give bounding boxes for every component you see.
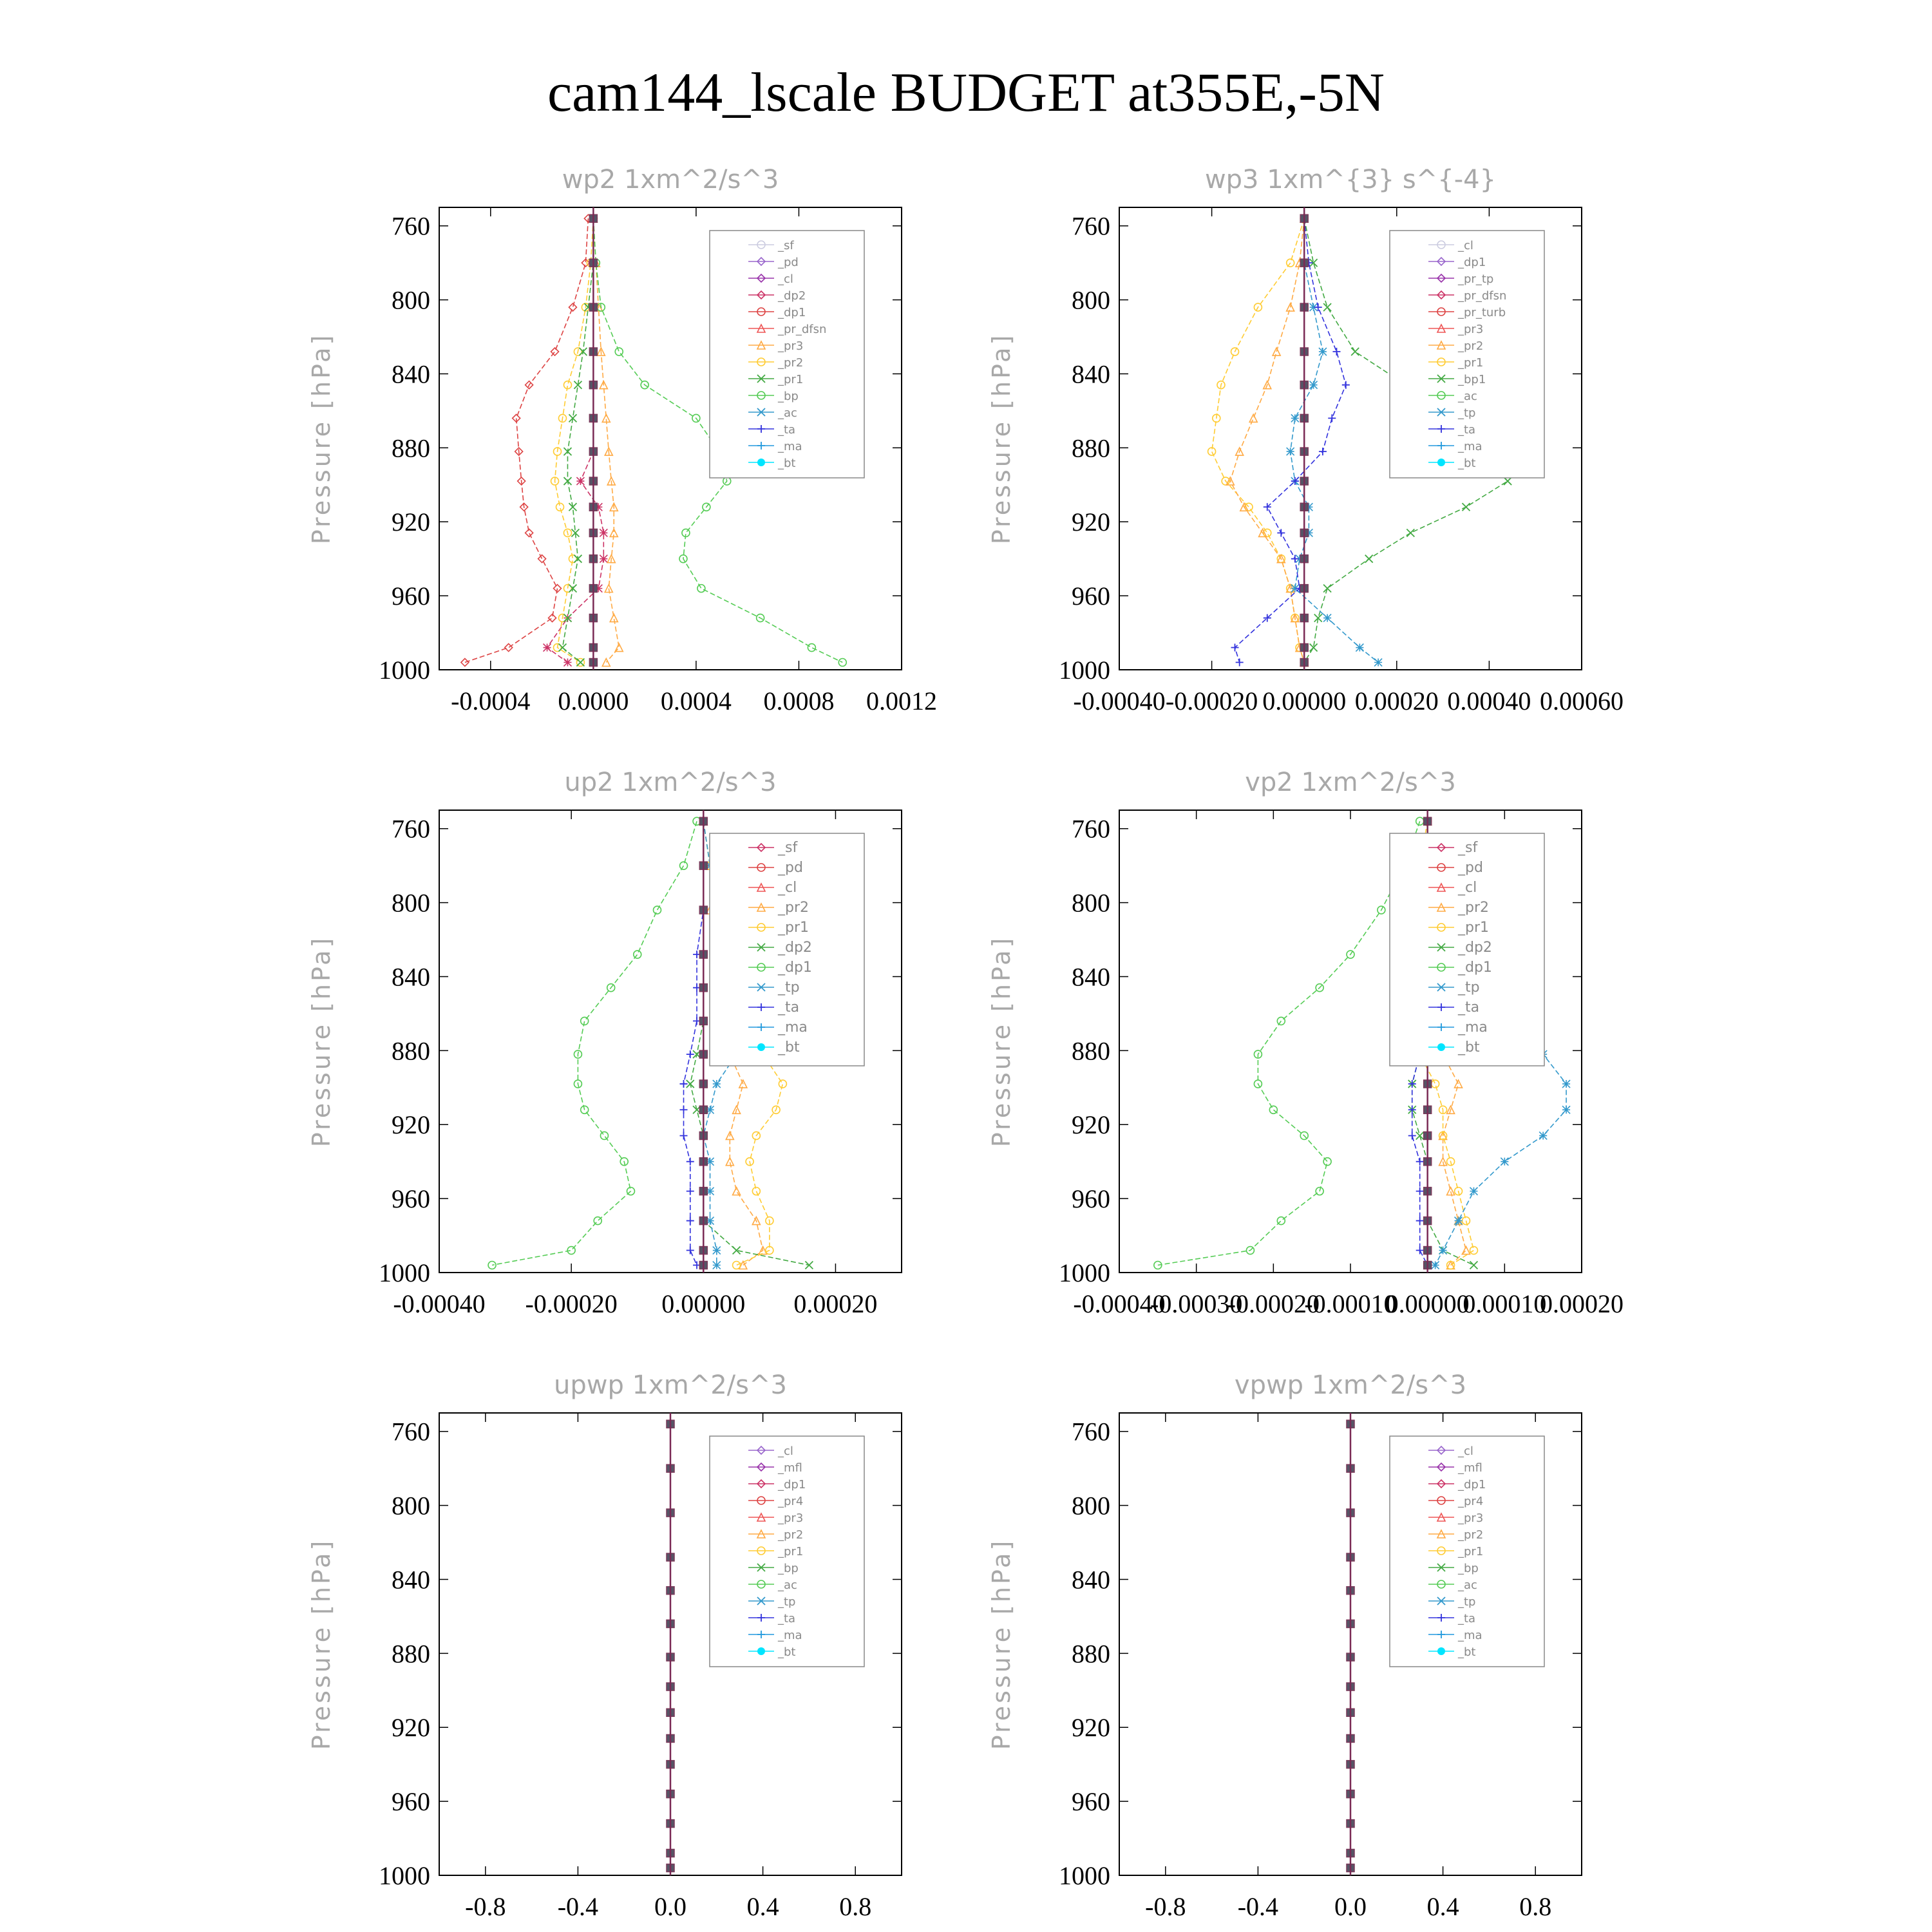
series-line-pr3 [1230, 218, 1304, 662]
x-tick-label: -0.8 [1145, 1892, 1186, 1921]
legend-label: _mfl [1458, 1461, 1482, 1475]
data-point-ac [713, 1247, 721, 1255]
y-tick-label: 1000 [1059, 656, 1110, 685]
legend-label: _pd [778, 256, 799, 269]
series-line-pr2 [1212, 218, 1305, 662]
y-tick-label: 1000 [379, 656, 430, 685]
y-tick-label: 1000 [379, 1861, 430, 1890]
x-tick-label: 0.4 [1426, 1892, 1459, 1921]
data-point-ta [687, 1247, 694, 1255]
x-tick-label: 0.8 [839, 1892, 872, 1921]
data-point-pr1 [733, 1247, 741, 1255]
legend-label: _bt [1458, 1039, 1480, 1056]
legend-label: _cl [778, 272, 793, 286]
y-tick-label: 800 [1072, 1491, 1110, 1520]
series-line-ta [684, 821, 704, 1265]
data-point-bp [1277, 1217, 1285, 1225]
series-line-dp1 [465, 218, 588, 662]
legend-label: _pr1 [1458, 920, 1490, 936]
legend-label: _bt [778, 1039, 800, 1056]
x-tick-label: 0.00060 [1540, 687, 1624, 715]
series-group [667, 1413, 674, 1875]
y-tick-label: 880 [1072, 1036, 1110, 1066]
y-axis-label: Pressure [hPa] [987, 1538, 1016, 1750]
legend-label: _ta [1458, 1612, 1476, 1625]
data-point-pr1 [564, 477, 571, 485]
legend-label: _dp2 [778, 289, 806, 303]
y-tick-label: 840 [392, 359, 430, 389]
legend-label: _tp [1458, 1595, 1476, 1609]
data-point-bp [680, 862, 688, 869]
x-tick-label: -0.00040 [1073, 1289, 1166, 1318]
y-tick-label: 880 [392, 1639, 430, 1669]
legend-label: _tp [1458, 980, 1480, 996]
data-point-ta [687, 1188, 694, 1195]
y-axis-label: Pressure [hPa] [307, 332, 336, 545]
data-point-ac [1310, 381, 1318, 389]
data-point-pr2 [779, 1080, 786, 1088]
panel-up2 [307, 768, 902, 1318]
data-point-bp [615, 348, 623, 355]
data-point-pr1 [576, 659, 584, 667]
series-line-ta [1235, 218, 1346, 662]
y-tick-label: 800 [392, 888, 430, 918]
legend-label: _pr_dfsn [778, 323, 827, 336]
panel-wp3 [987, 165, 1624, 715]
x-tick-label: 0.0000 [558, 687, 629, 715]
data-point-ac [1374, 659, 1382, 667]
data-point-bp [653, 906, 661, 914]
x-tick-label: -0.0004 [451, 687, 531, 715]
legend-label: _pr1 [1458, 1545, 1484, 1558]
y-tick-label: 800 [392, 285, 430, 315]
legend-label: _tp [1458, 406, 1476, 420]
legend-label: _pr1 [778, 373, 804, 386]
legend-label: _bp [1458, 1562, 1479, 1575]
x-tick-label: 0.00020 [1540, 1289, 1624, 1318]
y-tick-label: 920 [1072, 1110, 1110, 1140]
legend-label: _ma [1458, 1019, 1488, 1036]
y-tick-label: 840 [392, 1565, 430, 1595]
x-tick-label: -0.00030 [1150, 1289, 1243, 1318]
legend-label: _mfl [778, 1461, 802, 1475]
panel-wp2 [307, 165, 937, 715]
x-tick-label: 0.0004 [660, 687, 732, 715]
legend-label: _bp [778, 390, 799, 403]
y-tick-label: 880 [1072, 1639, 1110, 1669]
legend-swatch-bt [1437, 1043, 1445, 1051]
x-tick-label: 0.0 [654, 1892, 687, 1921]
data-point-pr2 [752, 1188, 760, 1195]
legend-label: _dp1 [1458, 256, 1486, 269]
x-tick-label: -0.00040 [393, 1289, 486, 1318]
data-point-ac [1291, 414, 1299, 422]
data-point-ac [1539, 1132, 1547, 1139]
y-tick-label: 1000 [1059, 1861, 1110, 1890]
legend-label: _sf [778, 239, 794, 252]
data-point-pr1 [1470, 1262, 1477, 1269]
y-tick-label: 920 [1072, 507, 1110, 537]
data-point-ac [1287, 448, 1294, 455]
legend-label: _pr3 [778, 1511, 804, 1525]
x-tick-label: 0.8 [1519, 1892, 1552, 1921]
y-tick-label: 760 [392, 814, 430, 844]
data-point-bp [1269, 1106, 1277, 1113]
data-point-bp [581, 1017, 589, 1025]
data-point-dp1 [569, 303, 576, 311]
y-tick-label: 960 [392, 1787, 430, 1817]
legend-label: _ac [778, 406, 797, 420]
legend-label: _cl [778, 1444, 793, 1458]
data-point-ac [1319, 348, 1327, 355]
panel-title-up2: up2 1xm^2/s^3 [564, 768, 777, 797]
y-tick-label: 960 [392, 582, 430, 611]
panel-title-vp2: vp2 1xm^2/s^3 [1245, 768, 1456, 797]
data-point-ac [1323, 614, 1331, 622]
legend-swatch-bt [1437, 459, 1445, 466]
data-point-ta [1416, 1188, 1424, 1195]
data-point-ta [1416, 1158, 1424, 1166]
data-point-pr1 [1365, 555, 1373, 563]
y-tick-label: 920 [1072, 1713, 1110, 1743]
data-point-ac [713, 1080, 721, 1088]
y-tick-label: 920 [392, 507, 430, 537]
x-tick-label: 0.0 [1334, 1892, 1367, 1921]
legend-label: _ta [778, 423, 796, 437]
data-point-ta [1319, 448, 1327, 455]
legend-label: _dp1 [1458, 1478, 1486, 1492]
legend-swatch-bt [757, 1647, 765, 1655]
data-point-ta [1231, 644, 1239, 652]
data-point-ac [1562, 1106, 1570, 1113]
x-tick-label: -0.4 [557, 1892, 599, 1921]
panel-title-vpwp: vpwp 1xm^2/s^3 [1234, 1370, 1467, 1400]
legend-label: _bp [778, 1562, 799, 1575]
data-point-ta [1408, 1132, 1416, 1139]
data-point-bp [634, 951, 641, 958]
data-point-pr1 [1351, 348, 1359, 355]
legend-label: _ta [778, 1612, 796, 1625]
data-point-ac [1432, 1262, 1439, 1269]
y-axis-label: Pressure [hPa] [987, 935, 1016, 1148]
series-group [1347, 1413, 1354, 1875]
legend-label: _ma [778, 1629, 802, 1642]
legend-label: _dp1 [778, 960, 812, 976]
y-tick-label: 840 [1072, 1565, 1110, 1595]
data-point-pr1 [1323, 585, 1331, 592]
legend-label: _bp1 [1458, 373, 1486, 386]
legend-label: _ma [778, 1019, 808, 1036]
y-tick-label: 880 [392, 433, 430, 463]
panel-vpwp [987, 1370, 1582, 1921]
data-point-pr1 [1463, 503, 1470, 511]
data-point-ta [1236, 659, 1244, 667]
data-point-ta [1328, 414, 1336, 422]
legend-label: _sf [778, 840, 798, 856]
legend-label: _ma [1458, 440, 1482, 453]
data-point-dp1 [538, 555, 546, 563]
series-line-bp [1158, 821, 1420, 1265]
legend-label: _pr1 [778, 1545, 804, 1558]
x-tick-label: -0.00020 [525, 1289, 618, 1318]
x-tick-label: 0.00020 [793, 1289, 878, 1318]
legend-label: _dp1 [778, 1478, 806, 1492]
legend-label: _dp2 [1458, 940, 1492, 956]
data-point-ta [1342, 381, 1350, 389]
y-tick-label: 920 [392, 1713, 430, 1743]
x-tick-label: 0.00000 [1385, 1289, 1470, 1318]
y-tick-label: 880 [1072, 433, 1110, 463]
data-point-dp2 [576, 477, 584, 485]
data-point-ac [1501, 1158, 1508, 1166]
legend-label: _ac [1458, 1578, 1477, 1592]
y-tick-label: 1000 [379, 1258, 430, 1287]
legend-label: _ma [778, 440, 802, 453]
data-point-pr1 [805, 1262, 813, 1269]
data-point-dp2 [544, 644, 551, 652]
data-point-pr1 [1406, 529, 1414, 536]
legend-label: _pr4 [778, 1495, 804, 1508]
x-tick-label: 0.4 [746, 1892, 779, 1921]
y-tick-label: 760 [1072, 1417, 1110, 1446]
legend-label: _ta [778, 999, 800, 1016]
legend-label: _tp [778, 980, 800, 996]
y-tick-label: 920 [392, 1110, 430, 1140]
legend-label: _ac [1458, 390, 1477, 403]
legend-label: _cl [1458, 239, 1473, 252]
data-point-ta [1314, 303, 1322, 311]
legend-label: _pr3 [1458, 1511, 1484, 1525]
x-tick-label: 0.00010 [1463, 1289, 1547, 1318]
legend-label: _pr2 [1458, 339, 1484, 353]
legend-label: _pr2 [778, 356, 804, 370]
x-tick-label: 0.0008 [763, 687, 835, 715]
y-axis-label: Pressure [hPa] [307, 935, 336, 1148]
legend-label: _ta [1458, 423, 1476, 437]
y-tick-label: 960 [392, 1184, 430, 1214]
data-point-ac [1455, 1217, 1463, 1225]
data-point-ta [1332, 348, 1340, 355]
legend-label: _ma [1458, 1629, 1482, 1642]
legend-label: _pr1 [778, 920, 810, 936]
legend-label: _pr2 [1458, 900, 1490, 916]
legend-label: _pr2 [778, 1528, 804, 1542]
legend-label: _tp [778, 1595, 796, 1609]
x-tick-label: 0.00020 [1354, 687, 1439, 715]
data-point-bp [594, 1217, 601, 1225]
y-axis-label: Pressure [hPa] [307, 1538, 336, 1750]
data-point-dp1 [461, 659, 469, 667]
data-point-pr2 [733, 1262, 741, 1269]
y-tick-label: 800 [392, 1491, 430, 1520]
panel-vp2 [987, 768, 1624, 1318]
data-point-dp2 [564, 659, 571, 667]
data-point-bp [1323, 1158, 1331, 1166]
chart-panels [307, 165, 1624, 1921]
data-point-ta [687, 1050, 694, 1058]
panel-title-wp2: wp2 1xm^2/s^3 [562, 165, 779, 194]
legend-label: _pr4 [1458, 1495, 1484, 1508]
legend-label: _pr1 [1458, 356, 1484, 370]
data-point-ac [1470, 1188, 1477, 1195]
panel-title-upwp: upwp 1xm^2/s^3 [554, 1370, 787, 1400]
data-point-pr3 [1447, 1188, 1455, 1195]
x-tick-label: 0.0012 [866, 687, 937, 715]
data-point-pr1 [687, 1080, 694, 1088]
data-point-ac [713, 1262, 721, 1269]
legend-label: _ac [778, 1578, 797, 1592]
data-point-ta [687, 1158, 694, 1166]
x-tick-label: 0.00040 [1447, 687, 1531, 715]
data-point-pr2 [556, 503, 564, 511]
legend-swatch-bt [757, 1043, 765, 1051]
legend-label: _cl [1458, 880, 1477, 896]
legend-label: _dp1 [778, 306, 806, 319]
data-point-ta [680, 1106, 688, 1113]
series-line-pr2 [555, 218, 594, 662]
legend-swatch-bt [1437, 1647, 1445, 1655]
y-tick-label: 960 [1072, 582, 1110, 611]
data-point-ac [1356, 644, 1363, 652]
y-tick-label: 840 [392, 962, 430, 992]
y-tick-label: 840 [1072, 359, 1110, 389]
legend-label: _dp2 [778, 940, 812, 956]
x-tick-label: -0.00040 [1073, 687, 1166, 715]
data-point-pr3 [1249, 414, 1257, 422]
legend-label: _pr_tp [1458, 272, 1494, 286]
x-tick-label: -0.8 [465, 1892, 506, 1921]
legend-label: _bt [1458, 1645, 1476, 1659]
legend-swatch-bt [757, 459, 765, 466]
x-tick-label: -0.4 [1237, 1892, 1279, 1921]
data-point-ta [1416, 1247, 1424, 1255]
y-tick-label: 800 [1072, 888, 1110, 918]
legend-label: _bt [778, 1645, 796, 1659]
y-tick-label: 760 [392, 1417, 430, 1446]
y-tick-label: 760 [1072, 211, 1110, 241]
data-point-pr3 [1455, 1080, 1463, 1088]
data-point-pr3 [733, 1188, 741, 1195]
data-point-dp1 [526, 529, 533, 536]
figure-title: cam144_lscale BUDGET at355E,-5N [547, 61, 1385, 123]
data-point-pr1 [1323, 303, 1331, 311]
x-tick-label: -0.00010 [1304, 1289, 1397, 1318]
x-tick-label: -0.00020 [1227, 1289, 1320, 1318]
data-point-ac [1562, 1080, 1570, 1088]
data-point-ta [680, 1132, 688, 1139]
legend-label: _ta [1458, 999, 1480, 1016]
data-point-ta [680, 1080, 688, 1088]
legend-label: _pr_turb [1458, 306, 1506, 319]
data-point-pr1 [1504, 477, 1511, 485]
series-line-pr3 [593, 218, 619, 662]
y-tick-label: 760 [1072, 814, 1110, 844]
y-tick-label: 760 [392, 211, 430, 241]
data-point-dp1 [505, 644, 513, 652]
legend-label: _pr3 [1458, 323, 1484, 336]
y-tick-label: 840 [1072, 962, 1110, 992]
data-point-bp [600, 1132, 608, 1139]
legend-label: _pd [1458, 860, 1483, 876]
legend-label: _cl [1458, 1444, 1473, 1458]
series-line-dp2 [547, 218, 604, 662]
data-point-pr2 [1432, 1080, 1439, 1088]
data-point-pr1 [569, 503, 576, 511]
data-point-ac [1439, 1247, 1447, 1255]
y-tick-label: 800 [1072, 285, 1110, 315]
x-tick-label: 0.00000 [661, 1289, 746, 1318]
panel-upwp [307, 1370, 902, 1921]
legend-label: _pd [778, 860, 803, 876]
y-tick-label: 880 [392, 1036, 430, 1066]
series-line-bp [492, 821, 697, 1265]
legend-label: _pr_dfsn [1458, 289, 1507, 303]
data-point-ta [1277, 529, 1285, 536]
data-point-ta [1416, 1217, 1424, 1225]
data-point-dp2 [600, 555, 607, 563]
y-tick-label: 960 [1072, 1184, 1110, 1214]
data-point-bp [697, 585, 705, 592]
y-tick-label: 960 [1072, 1787, 1110, 1817]
data-point-dp2 [600, 529, 607, 536]
legend-label: _dp1 [1458, 960, 1492, 976]
data-point-pr2 [1470, 1247, 1477, 1255]
data-point-pr1 [1416, 1132, 1424, 1139]
legend-label: _cl [778, 880, 797, 896]
data-point-ta [687, 1217, 694, 1225]
data-point-ta [1291, 555, 1299, 563]
legend-label: _pr3 [778, 339, 804, 353]
legend-label: _bt [778, 457, 796, 470]
legend-label: _pr2 [778, 900, 810, 916]
panel-title-wp3: wp3 1xm^{3} s^{-4} [1204, 165, 1497, 194]
x-tick-label: -0.00020 [1165, 687, 1258, 715]
legend-label: _bt [1458, 457, 1476, 470]
data-point-bp [808, 644, 815, 652]
y-tick-label: 1000 [1059, 1258, 1110, 1287]
y-axis-label: Pressure [hPa] [987, 332, 1016, 545]
legend-label: _pr2 [1458, 1528, 1484, 1542]
legend-label: _sf [1458, 840, 1478, 856]
x-tick-label: 0.00000 [1262, 687, 1347, 715]
